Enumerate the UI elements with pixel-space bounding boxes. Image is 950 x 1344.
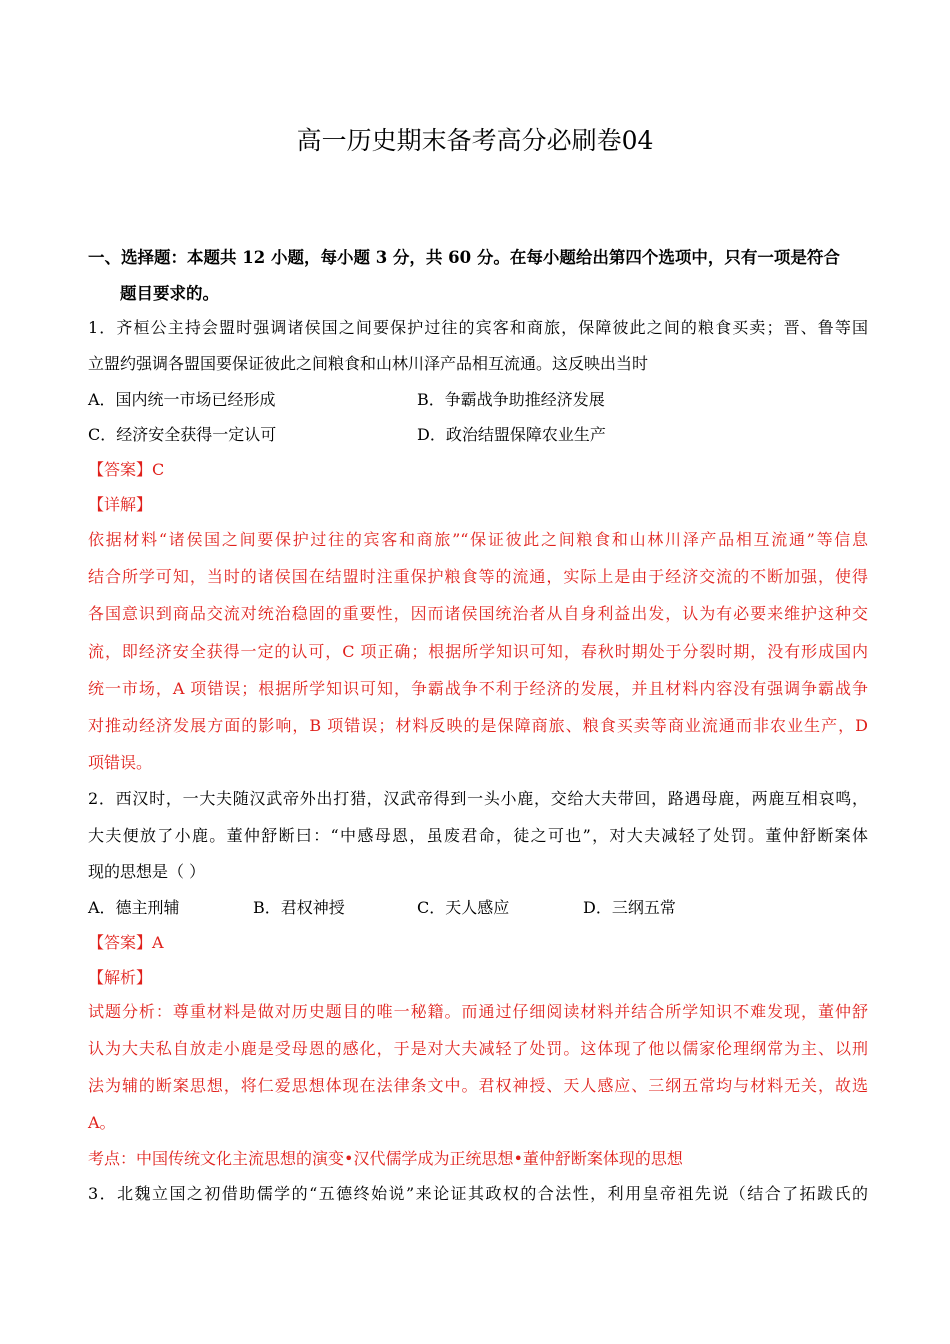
q2-explanation-line: A。: [88, 1113, 116, 1132]
q1-explanation-line: 依据材料“诸侯国之间要保护过往的宾客和商旅”“保证彼此之间粮食和山林川泽产品相互流通”等信息: [88, 530, 868, 549]
q2-stem-line-3: 现的思想是（ ）: [88, 862, 206, 881]
q2-option-d: D．三纲五常: [583, 898, 676, 917]
q1-detail-label: 【详解】: [88, 495, 153, 514]
q1-stem-line-2: 立盟约强调各盟国要保证彼此之间粮食和山林川泽产品相互流通。这反映出当时: [88, 354, 649, 373]
section-heading: [88, 240, 868, 312]
q1-answer: 【答案】C: [88, 460, 165, 479]
q1-explanation-line: 结合所学可知，当时的诸侯国在结盟时注重保护粮食等的流通，实际上是由于经济交流的不断加强，使得: [88, 567, 868, 586]
section-heading-line-1: 一、选择题：本题共 12 小题，每小题 3 分，共 60 分。在每小题给出第四个选项中，只有一项是符合: [88, 248, 840, 267]
q2-explanation-line: 试题分析：尊重材料是做对历史题目的唯一秘籍。而通过仔细阅读材料并结合所学知识不难发现，董仲舒: [88, 1002, 868, 1021]
q2-option-c: C．天人感应: [417, 898, 510, 917]
q1-option-d: D．政治结盟保障农业生产: [417, 425, 606, 444]
q1-explanation-line: 流，即经济安全获得一定的认可，C 项正确；根据所学知识可知，春秋时期处于分裂时期，没有形成国内: [88, 642, 868, 661]
q2-answer: 【答案】A: [88, 933, 164, 952]
q1-option-b: B．争霸战争助推经济发展: [417, 390, 605, 409]
q2-option-b: B．君权神授: [253, 898, 345, 917]
q2-note: 考点：中国传统文化主流思想的演变•汉代儒学成为正统思想•董仲舒断案体现的思想: [88, 1149, 683, 1168]
q1-option-c: C．经济安全获得一定认可: [88, 425, 277, 444]
q1-explanation-line: 项错误。: [88, 753, 153, 772]
q1-option-a: A．国内统一市场已经形成: [88, 390, 276, 409]
q2-detail-label: 【解析】: [88, 968, 153, 987]
q2-explanation-line: 认为大夫私自放走小鹿是受母恩的感化，于是对大夫减轻了处罚。这体现了他以儒家伦理纲常为主、以刑: [88, 1039, 868, 1058]
q2-explanation-line: 法为辅的断案思想，将仁爱思想体现在法律条文中。君权神授、天人感应、三纲五常均与材料无关，故选: [88, 1076, 868, 1095]
q2-stem-line-2: 大夫便放了小鹿。董仲舒断曰：“中感母恩，虽废君命，徒之可也”，对大夫减轻了处罚。董仲舒断案体: [88, 826, 868, 845]
q2-stem-line-1: 2．西汉时，一大夫随汉武帝外出打猎，汉武帝得到一头小鹿，交给大夫带回，路遇母鹿，两鹿互相哀鸣，: [88, 789, 868, 808]
section-heading-line-2: 题目要求的。: [120, 284, 219, 303]
q1-stem-line-1: 1．齐桓公主持会盟时强调诸侯国之间要保护过往的宾客和商旅，保障彼此之间的粮食买卖；晋、鲁等国: [88, 318, 868, 337]
q3-stem-line-1: 3．北魏立国之初借助儒学的“五德终始说”来论证其政权的合法性，利用皇帝祖先说（结合了拓跋氏的: [88, 1184, 868, 1203]
q1-explanation-line: 对推动经济发展方面的影响，B 项错误；材料反映的是保障商旅、粮食买卖等商业流通而非农业生产，D: [88, 716, 868, 735]
q1-explanation-line: 统一市场，A 项错误；根据所学知识可知，争霸战争不利于经济的发展，并且材料内容没有强调争霸战争: [88, 679, 868, 698]
page-title: 高一历史期末备考高分必刷卷04: [296, 126, 654, 155]
q1-explanation-line: 各国意识到商品交流对统治稳固的重要性，因而诸侯国统治者从自身利益出发，认为有必要来维护这种交: [88, 604, 868, 623]
q2-option-a: A．德主刑辅: [88, 898, 180, 917]
